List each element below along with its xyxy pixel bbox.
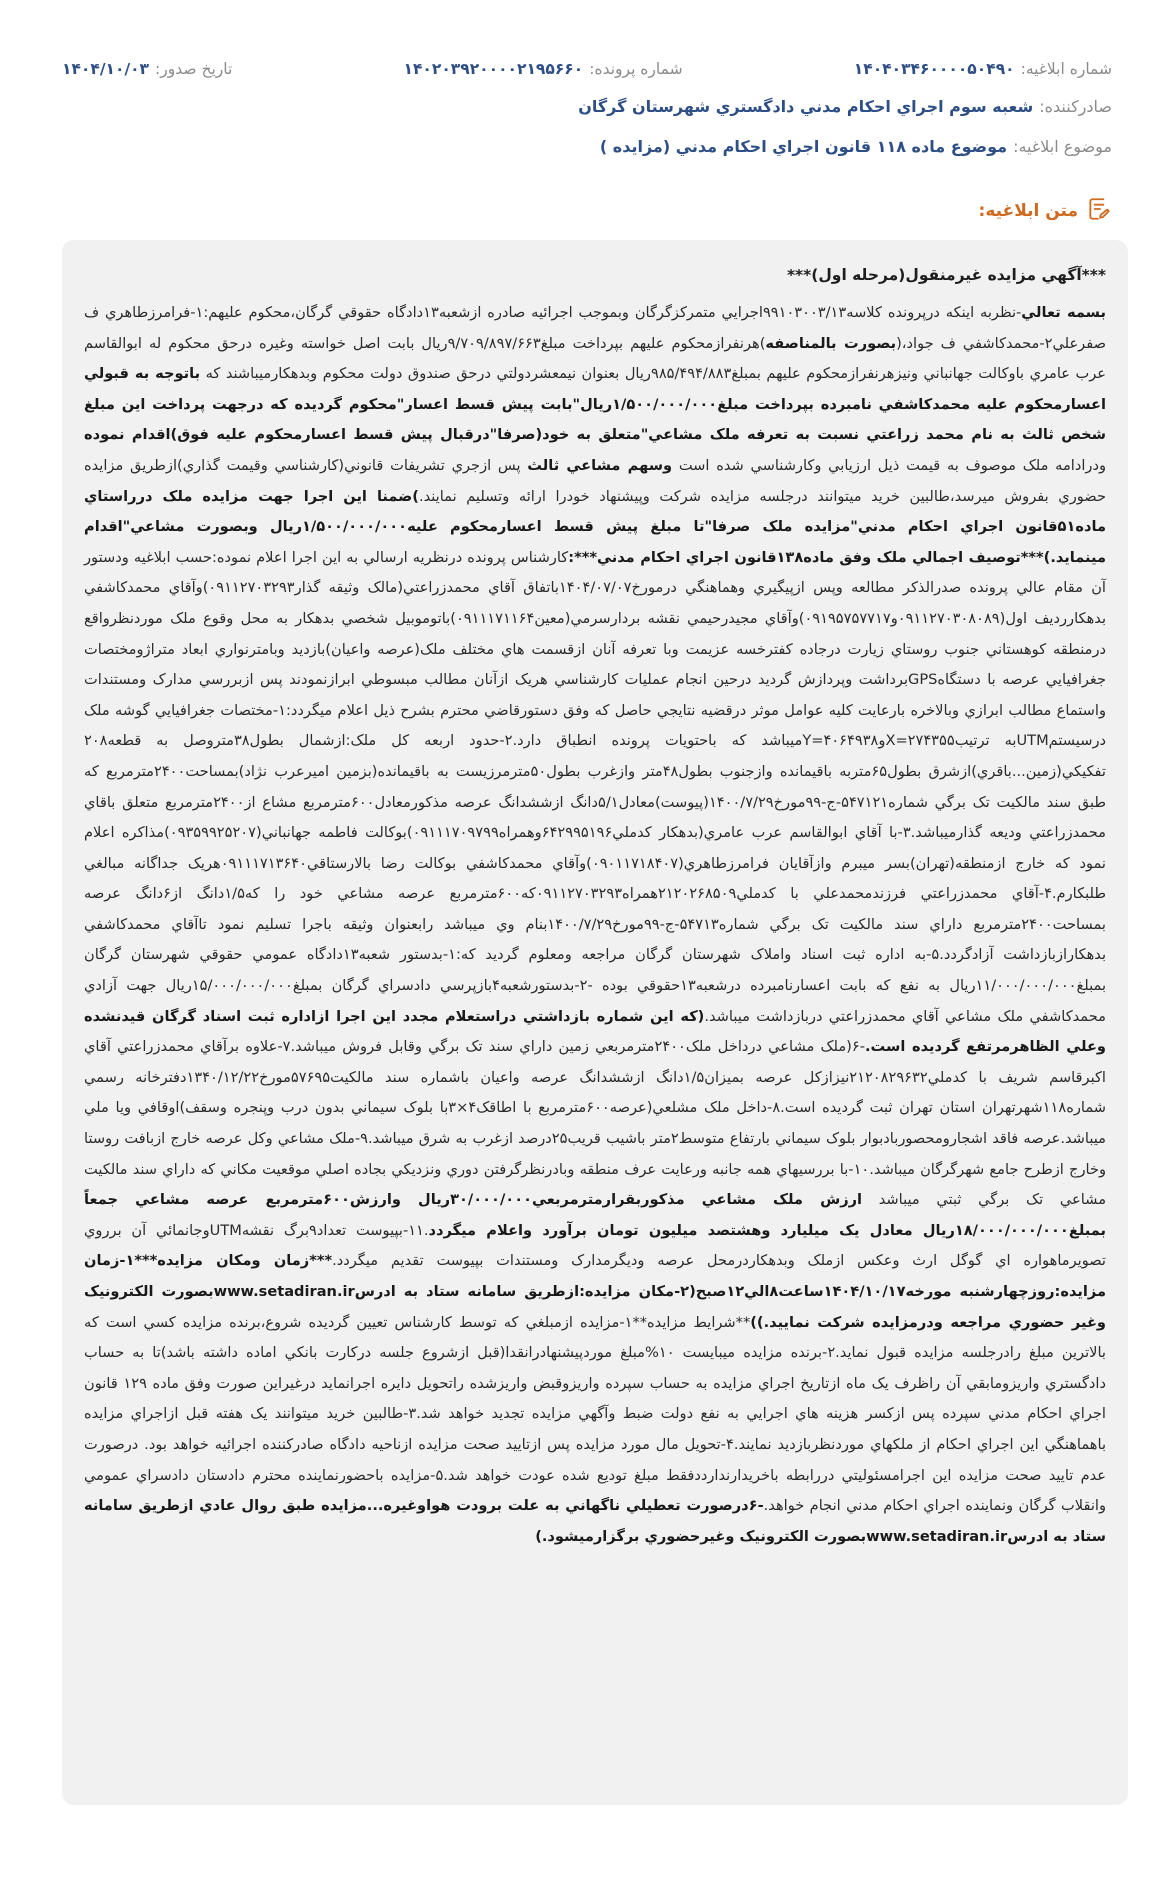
notice-text-heading bbox=[0, 196, 1112, 226]
notice-body bbox=[62, 240, 1128, 1805]
issue-date-value: ۱۴۰۴/۱۰/۰۳ bbox=[62, 60, 150, 78]
notice-headline: ***آگهي مزايده غيرمنقول(مرحله اول)*** bbox=[786, 266, 1106, 284]
notice-number: شماره ابلاغيه: ۱۴۰۴۰۳۴۶۰۰۰۰۵۰۴۹۰ bbox=[853, 60, 1112, 78]
document-edit-icon bbox=[1086, 196, 1112, 227]
issuer-line: صادرکننده: شعبه سوم اجراي احکام مدني دادگستري شهرستان گرگان bbox=[578, 96, 1112, 116]
notice-number-value: ۱۴۰۴۰۳۴۶۰۰۰۰۵۰۴۹۰ bbox=[853, 60, 1015, 78]
notice-paragraph: بسمه تعالي-نظربه اينکه درپرونده کلاسه۹۹۱۰۳۰۰۳/۱۳اجرايي متمرکزگرگان وبموجب اجرائيه صادره ازشعبه۱۳دادگاه حقوقي گرگان،محکوم عليهم:۱-فرامرزطاهري ف صفرعلي۲-محمدکاشفي ف جواد،(بصورت بالمناصفه)هرنفرازمحکوم عليهم بپرداخت مبلغ۹/۷۰۹/۸۹۷/۶۶۳ريال بابت اصل خواسته وغيره درحق محکوم له ابوالقاسم عرب عامري باوکالت جهانباني ونيزهرنفرازمحکوم عليهم بمبلغ۹۸۵/۴۹۴/۸۸۳ريال بعنوان نيمعشردولتي درحق صندوق دولت محکوم وبدهکارميباشند که باتوجه به قبولي اعسارمحکوم عليه محمدکاشفي نامبرده بپرداخت مبلغ۱/۵۰۰/۰۰۰/۰۰۰ريال"بابت پيش قسط اعسار"محکوم گرديده که درجهت پرداخت اين مبلغ شخص ثالث به نام محمد زراعتي نسبت به تعرفه ملک مشاعي"متعلق به خود(صرفا"درقبال پيش قسط اعسارمحکوم عليه فوق)اقدام نموده ودرادامه ملک موصوف به قيمت ذيل ارزيابي وکارشناسي شده است وسهم مشاعي ثالث پس ازجري تشريفات قانوني(کارشناسي وقيمت گذاري)ازطريق مزايده حضوري بفروش ميرسد،طالبين خريد ميتوانند درجلسه مزايده شرکت وپيشنهاد خودرا ارائه وتسليم نمايند.)ضمنا اين اجرا جهت مزايده ملک درراستاي ماده۵۱قانون اجراي احکام مدني"مزايده ملک صرفا"تا مبلغ پيش قسط اعسارمحکوم عليه۱/۵۰۰/۰۰۰/۰۰۰ريال وبصورت مشاعي"اقدام مينمايد.)***توصيف اجمالي ملک وفق ماده۱۳۸قانون اجراي احکام مدني***:کارشناس پرونده درنظريه ارسالي به اين اجرا اعلام نموده:حسب ابلاغيه ودستور آن مقام عالي پرونده صدرالذکر مطالعه وپس ازپيگيري وهماهنگي درمورخ۱۴۰۴/۰۷/۰۷باتفاق آقاي محمدزراعتي(مالک وثيقه گذار۰۹۱۱۲۷۰۳۲۹۳)وآقاي محمدکاشفي بدهکاررديف اول(۰۹۱۱۲۷۰۳۰۸۰۸۹و۰۹۱۹۵۷۵۷۷۱۷)وآقاي مجيدرحيمي نقشه بردارسرمي(معين۰۹۱۱۱۷۱۱۶۴)باتوموبيل شخصي بدهکار به محل وقوع ملک موردنظرواقع درمنطقه کوهستاني جنوب روستاي زيارت درجاده کفترخسه عزيمت وبا تعرفه آنان ازقسمت هاي مختلف ملک(عرصه واعيان)بازديد وبامترنواري ابعاد متراژومختصات جغرافيايي عرصه با دستگاهGPSبرداشت وپردازش گرديد درحين انجام عمليات کارشناسي هريک ازآنان مطالب مبسوطي ابرازنمودند پس ازبررسي مدارک ومستندات واستماع مطالب ابرازي وبالاخره بارعايت کليه عوامل موثر درقضيه نتايجي حاصل که وفق دستورقاضي محترم بشرح ذيل اعلام ميگردد:۱-مختصات جغرافيايي گوشه ملک درسيستمUTMبه ترتيب۲۷۴۳۵۵=Xو۴۰۶۴۹۳۸=Yميباشد که باحتويات پرونده انطباق دارد.۲-حدود اربعه کل ملک:ازشمال بطول۳۸متروصل به قطعه۲۰۸ تفکيکي(زمين...باقري)ازشرق بطول۶۵متربه باقيمانده وازجنوب بطول۴۸متر وازغرب بطول۵۰مترمرزيست به باقيمانده(بزمين اميرعرب نژاد)بمساحت۲۴۰۰مترمربع که طبق سند مالکيت تک برگي شماره۵۴۷۱۲۱-ج-۹۹مورخ۱۴۰۰/۷/۲۹(پيوست)معادل۵/۱دانگ ازششدانگ عرصه مذکورمعادل۶۰۰مترمربع مشاع از۲۴۰۰مترمربع متعلق باقاي محمدزراعتي وديعه گذارميباشد.۳-با آقاي ابوالقاسم عرب عامري(بدهکار کدملي۶۴۲۹۹۵۱۹۶وهمراه۰۹۱۱۱۷۰۹۷۹۹)بوکالت فاطمه جهانباني(۰۹۳۵۹۹۲۵۲۰۷)مذاکره اعلام نمود که خارج ازمنطقه(تهران)بسر ميبرم وازآقايان فرامرزطاهري(۰۹۰۱۱۷۱۸۴۰۷)وآقاي محمدکاشفي بوکالت رضا بالارستاقي۰۹۱۱۱۷۱۳۶۴۰هريک جداگانه مبالغي طلبکارم.۴-آقاي محمدزراعتي فرزندمحمدعلي با کدملي۲۱۲۰۲۶۸۵۰۹همراه۰۹۱۱۲۷۰۳۲۹۳که۶۰۰مترمربع عرصه مشاعي خود را که۱/۵دانگ از۶دانگ عرصه بمساحت۲۴۰۰مترمربع داراي سند مالکيت تک برگي شماره۵۴۷۱۳-ج-۹۹مورخ۱۴۰۰/۷/۲۹بنام وي ميباشد رابعنوان وثيقه باجرا تسليم نمود تاآقاي محمدکاشفي بدهکارازبازداشت آزادگردد.۵-به اداره ثبت اسناد واملاک شهرستان گرگان مراجعه ومعلوم گرديد که:۱-بدستور شعبه۱۳دادگاه عمومي حقوقي شهرستان گرگان بمبلغ۱۱/۰۰۰/۰۰۰/۰۰۰ريال به نفع که بابت اعسارنامبرده درشعبه۱۳حقوقي بوده -۲-بدستورشعبه۴بازپرسي دادسراي گرگان بمبلغ۱۵/۰۰۰/۰۰۰/۰۰۰ريال جهت آزادي محمدکاشفي ملک مشاعي آقاي محمدزراعتي دربازداشت ميباشد.(که اين شماره بازداشتي دراستعلام مجدد اين اجرا ازاداره ثبت اسناد گرگان قيدنشده وعلي الظاهرمرتفع گرديده است.-۶(ملک مشاعي درداخل ملک۲۴۰۰مترمربعي زمين داراي سند تک برگي وقابل فروش ميباشد.۷-علاوه برآقاي محمدزراعتي آقاي اکبرقاسم شريف با کدملي۲۱۲۰۸۲۹۶۳۲نيزازکل عرصه بميزان۱/۵دانگ ازششدانگ عرصه واعيان باشماره سند مالکيت۵۷۶۹۵مورخ۱۳۴۰/۱۲/۲۲دفترخانه رسمي شماره۱۱۸شهرتهران استان تهران ثبت گرديده است.۸-داخل ملک مشلعي(عرصه۶۰۰مترمربع با اطاقک۴×۳با بلوک سيماني بدون درب وپنجره وسقف)اوقافي ويا ملي ميباشد.عرصه فاقد اشجارومحصوربادبوار بلوک سيماني بارتفاع متوسط۲متر باشيب قريب۲۵درصد ازغرب به شرق ميباشد.۹-ملک مشاعي وکل عرصه خارج ازبافت روستا وخارج ازطرح جامع شهرگرگان ميباشد.۱۰-با بررسيهاي همه جانبه ورعايت عرف منطقه وبادرنظرگرفتن دوري ونزديکي بجاده اصلي موقعيت مکاني که داراي سند مالکيت مشاعي تک برگي ثبتي ميباشد ارزش ملک مشاعي مذکوربقرارمترمربعي۳۰/۰۰۰/۰۰۰ريال وارزش۶۰۰مترمربع عرصه مشاعي جمعاً بمبلغ۱۸/۰۰۰/۰۰۰/۰۰۰ريال معادل يک ميليارد وهشتصد ميليون تومان برآورد واعلام ميگردد.۱۱-بپيوست تعداد۹برگ نقشهUTMوجانمائي آن برروي تصويرماهواره اي گوگل ارث وعکس ازملک وبدهکاردرمحل عرصه وديگرمدارک ومستندات بپيوست تقديم ميگردد.***زمان ومکان مزايده***۱-زمان مزايده:روزچهارشنبه مورخه۱۴۰۴/۱۰/۱۷ساعت۸الي۱۲صبح(۲-مکان مزايده:ازطريق سامانه ستاد به ادرسwww.setadiran.irبصورت الکترونيک وغير حضوري مراجعه ودرمزايده شرکت نماييد.))**شرايط مزايده**۱-مزايده ازمبلغي که توسط کارشناس تعيين گرديده شروع،برنده مزايده کسي است که بالاترين مبلغ رادرجلسه مزايده قبول نمايد.۲-برنده مزايده ميبايست ۱۰%مبلغ موردپيشنهادرانقدا(قبل ازشروع جلسه درکارت بانکي اماده داشته باشد)تا به حساب دادگستري واريزومابقي آن راظرف يک ماه ازتاريخ اجراي مزايده به حساب سپرده واريزوقبض واريزشده راتحويل دايره اجرانمايد درغيراين صورت وفق ماده ۱۲۹ قانون اجراي احکام مدني سپرده پس ازکسر هزينه هاي اجرايي به نفع دولت ضبط وآگهي مزايده تجديد خواهد شد.۳-طالبين خريد ميتوانند يک هفته قبل ازاجراي مزايده باهماهنگي اين اجراي احکام از ملکهاي موردنظربازديد نمايند.۴-تحويل مال مورد مزايده پس ازتاييد صحت مزايده ازناحيه دادگاه صادرکننده اجرائيه خواهد بود. درصورت عدم تاييد صحت مزايده اين اجرامسئوليتي دررابطه باخريدارندارددفقط مبلغ توديع شده عودت خواهد شد.۵-مزايده باحضورنماينده محترم دادستان دادسراي عمومي وانقلاب گرگان ونماينده اجراي احکام مدني انجام خواهد.-۶درصورت تعطيلي ناگهاني به علت برودت هواوغيره...مزايده طبق روال عادي ازطريق سامانه ستاد به ادرسwww.setadiran.irبصورت الکترونيک وغيرحضوري برگزارميشود.) bbox=[84, 304, 1107, 1545]
notice-text-title: متن ابلاغيه: bbox=[978, 201, 1078, 221]
subject-line: موضوع ابلاغيه: موضوع ماده ۱۱۸ قانون اجراي احکام مدني (مزايده ) bbox=[599, 136, 1112, 156]
issuer-value: شعبه سوم اجراي احکام مدني دادگستري شهرستان گرگان bbox=[578, 96, 1034, 116]
case-number: شماره پرونده: ۱۴۰۲۰۳۹۲۰۰۰۰۲۱۹۵۶۶۰ bbox=[403, 60, 683, 78]
subject-value: موضوع ماده ۱۱۸ قانون اجراي احکام مدني (مزايده ) bbox=[599, 136, 1008, 156]
case-number-value: ۱۴۰۲۰۳۹۲۰۰۰۰۲۱۹۵۶۶۰ bbox=[403, 60, 584, 78]
notice-header bbox=[0, 0, 1174, 166]
meta-row bbox=[62, 52, 1112, 86]
issue-date: تاريخ صدور: ۱۴۰۴/۱۰/۰۳ bbox=[62, 60, 233, 78]
